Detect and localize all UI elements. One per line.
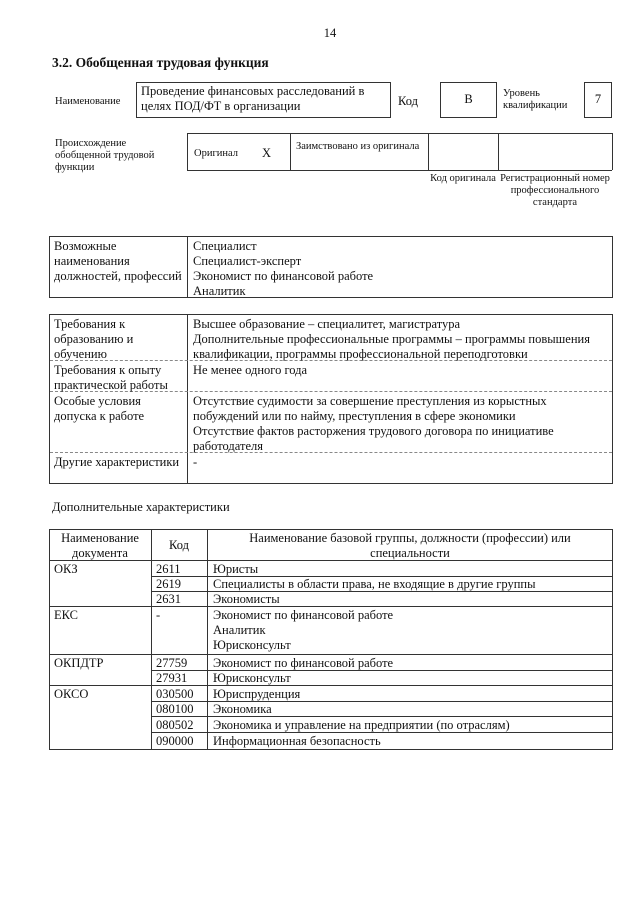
req-admission-value: Отсутствие судимости за совершение преступления из корыстных побуждений или по найму, преступления в сфере экономики Отсутствие фактов расторжения трудового договора по инициативе работодателя xyxy=(193,394,554,453)
borrowed-label: Заимствовано из оригинала xyxy=(296,141,420,152)
doc-eks: ЕКС xyxy=(54,608,78,622)
level-value: 7 xyxy=(594,92,602,106)
positions-values: Специалист Специалист-эксперт Экономист по финансовой работе Аналитик xyxy=(193,239,374,298)
code-value: B xyxy=(464,92,473,106)
req-admission-label: Особые условия допуска к работе xyxy=(54,394,145,423)
col-code-header: Код xyxy=(169,538,189,552)
doc-okso: ОКСО xyxy=(54,687,89,701)
req-experience-value: Не менее одного года xyxy=(193,363,308,377)
name-label: Наименование xyxy=(55,96,121,107)
table-row-code: 090000 xyxy=(156,734,194,748)
level-label: Уровень квалификации xyxy=(503,88,568,111)
table-row-name: Юрисконсульт xyxy=(213,671,291,685)
req-other-value: - xyxy=(193,455,198,469)
table-row-code: 2611 xyxy=(156,562,181,576)
table-row-name: Информационная безопасность xyxy=(213,734,381,748)
col-doc-header: Наименование документа xyxy=(61,531,139,560)
table-row-name: Экономист по финансовой работе xyxy=(213,656,394,670)
table-row-name: Юристы xyxy=(213,562,259,576)
table-row-code: 080100 xyxy=(156,702,194,716)
table-row-code: 080502 xyxy=(156,718,194,732)
table-row-name: Специалисты в области права, не входящие в другие группы xyxy=(213,577,536,591)
table-row-code: 2619 xyxy=(156,577,181,591)
req-experience-label: Требования к опыту практической работы xyxy=(54,363,168,392)
table-row-code: 2631 xyxy=(156,592,181,606)
code-original-caption: Код оригинала xyxy=(430,173,496,184)
code-label: Код xyxy=(398,94,418,108)
page-number: 14 xyxy=(323,26,337,40)
positions-label: Возможные наименования должностей, профессий xyxy=(54,239,182,283)
name-value: Проведение финансовых расследований в целях ПОД/ФТ в организации xyxy=(141,84,365,113)
doc-okpdtr: ОКПДТР xyxy=(54,656,104,670)
req-other-label: Другие характеристики xyxy=(54,455,180,469)
table-row-name: Экономисты xyxy=(213,592,280,606)
table-row-name: Юриспруденция xyxy=(213,687,301,701)
section-title: 3.2. Обобщенная трудовая функция xyxy=(52,55,269,70)
additional-title: Дополнительные характеристики xyxy=(52,500,230,514)
origin-label: Происхождение обобщенной трудовой функции xyxy=(55,138,155,173)
req-education-label: Требования к образованию и обучению xyxy=(54,317,134,361)
table-row-code: 27759 xyxy=(156,656,188,670)
original-label: Оригинал xyxy=(194,148,238,159)
table-row-code: 27931 xyxy=(156,671,188,685)
table-row-code: 030500 xyxy=(156,687,194,701)
doc-okz: ОКЗ xyxy=(54,562,78,576)
req-education-value: Высшее образование – специалитет, магистратура Дополнительные профессиональные программы – программы повышения квалификации, программы профессиональной переподготовки xyxy=(193,317,590,361)
table-row-name: Экономика и управление на предприятии (по отраслям) xyxy=(213,718,510,732)
table-row-name: Экономика xyxy=(213,702,272,716)
reg-number-caption: Регистрационный номер профессионального стандарта xyxy=(500,173,610,208)
table-row-code: - xyxy=(156,608,161,622)
col-name-header: Наименование базовой группы, должности (профессии) или специальности xyxy=(249,531,571,560)
original-mark: X xyxy=(262,146,272,160)
table-row-name: Экономист по финансовой работе Аналитик Юрисконсульт xyxy=(213,608,394,652)
